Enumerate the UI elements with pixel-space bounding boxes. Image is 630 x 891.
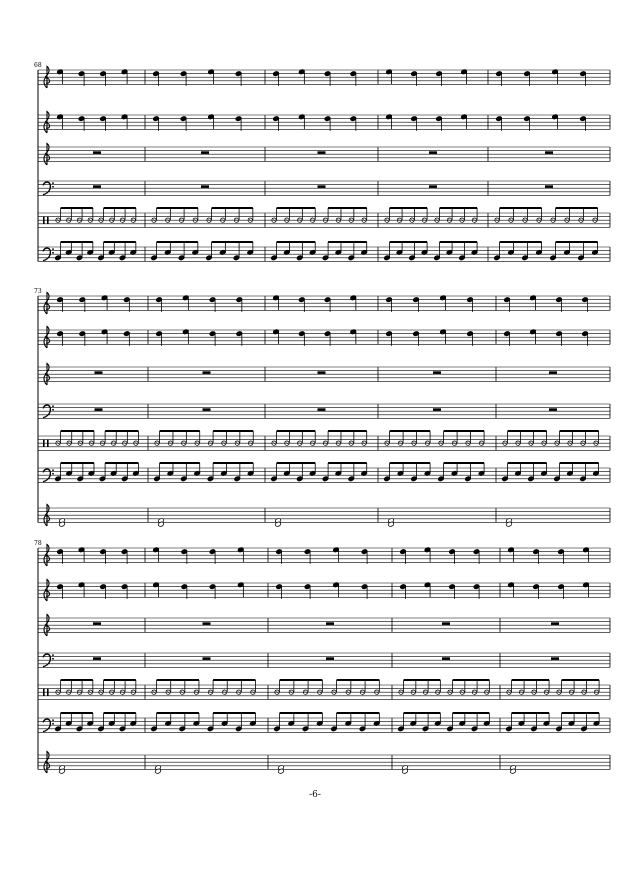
- system-3: [38, 544, 610, 774]
- whole-rest: [442, 657, 450, 660]
- staff-treble: [38, 579, 610, 601]
- staff-treble: [38, 751, 610, 774]
- whole-rest: [318, 371, 326, 374]
- whole-rest: [93, 622, 101, 625]
- measure-number: 73: [34, 288, 42, 295]
- whole-rest: [93, 185, 101, 188]
- staff-treble: [38, 326, 610, 348]
- staff-bass: [38, 463, 610, 482]
- whole-rest: [433, 408, 441, 411]
- whole-rest: [318, 151, 326, 154]
- whole-rest: [549, 408, 557, 411]
- whole-rest: [95, 371, 103, 374]
- whole-rest: [545, 185, 553, 188]
- bass-clef-dot: [52, 719, 54, 721]
- staff-treble: [38, 66, 610, 88]
- staff-treble: [38, 614, 610, 636]
- bass-clef-dot: [52, 658, 54, 660]
- staff-treble: [38, 363, 610, 385]
- bass-clef-dot: [52, 654, 54, 656]
- whole-rest: [549, 371, 557, 374]
- bass-clef-dot: [52, 252, 54, 254]
- whole-rest: [442, 622, 450, 625]
- bass-clef-dot: [52, 723, 54, 725]
- whole-rest: [429, 151, 437, 154]
- staff-bass: [38, 181, 610, 195]
- bass-clef-dot: [52, 469, 54, 471]
- whole-rest: [429, 185, 437, 188]
- percussion-clef-icon: [43, 217, 45, 224]
- whole-rest: [95, 408, 103, 411]
- staff-bass: [38, 653, 610, 667]
- staff-treble: [38, 111, 610, 133]
- staff-treble: [38, 143, 610, 165]
- whole-rest: [93, 151, 101, 154]
- percussion-clef-icon: [47, 217, 49, 224]
- whole-rest: [318, 408, 326, 411]
- staff-percussion: [38, 680, 610, 699]
- system-2: [38, 292, 610, 527]
- percussion-clef-icon: [43, 689, 45, 696]
- staff-bass: [38, 242, 610, 261]
- whole-rest: [203, 622, 211, 625]
- whole-rest: [545, 151, 553, 154]
- staff-treble: [38, 504, 610, 527]
- whole-rest: [203, 657, 211, 660]
- whole-rest: [433, 371, 441, 374]
- whole-rest: [326, 622, 334, 625]
- percussion-clef-icon: [47, 440, 49, 447]
- system-1: [38, 66, 610, 261]
- whole-rest: [318, 185, 326, 188]
- whole-rest: [203, 408, 211, 411]
- bass-clef-dot: [52, 186, 54, 188]
- measure-number: 68: [34, 62, 42, 69]
- bass-clef-dot: [52, 409, 54, 411]
- whole-rest: [326, 657, 334, 660]
- whole-rest: [203, 371, 211, 374]
- staff-percussion: [38, 208, 610, 227]
- whole-rest: [201, 151, 209, 154]
- whole-rest: [201, 185, 209, 188]
- percussion-clef-icon: [43, 440, 45, 447]
- bass-clef-dot: [52, 405, 54, 407]
- whole-rest: [551, 622, 559, 625]
- whole-rest: [551, 657, 559, 660]
- percussion-clef-icon: [47, 689, 49, 696]
- staff-treble: [38, 544, 610, 566]
- staff-bass: [38, 404, 610, 418]
- bass-clef-dot: [52, 248, 54, 250]
- staff-bass: [38, 713, 610, 732]
- staff-percussion: [38, 431, 610, 450]
- whole-rest: [93, 657, 101, 660]
- page-number: -6-: [309, 790, 321, 800]
- staff-treble: [38, 292, 610, 314]
- measure-number: 78: [34, 540, 42, 547]
- bass-clef-dot: [52, 182, 54, 184]
- bass-clef-dot: [52, 473, 54, 475]
